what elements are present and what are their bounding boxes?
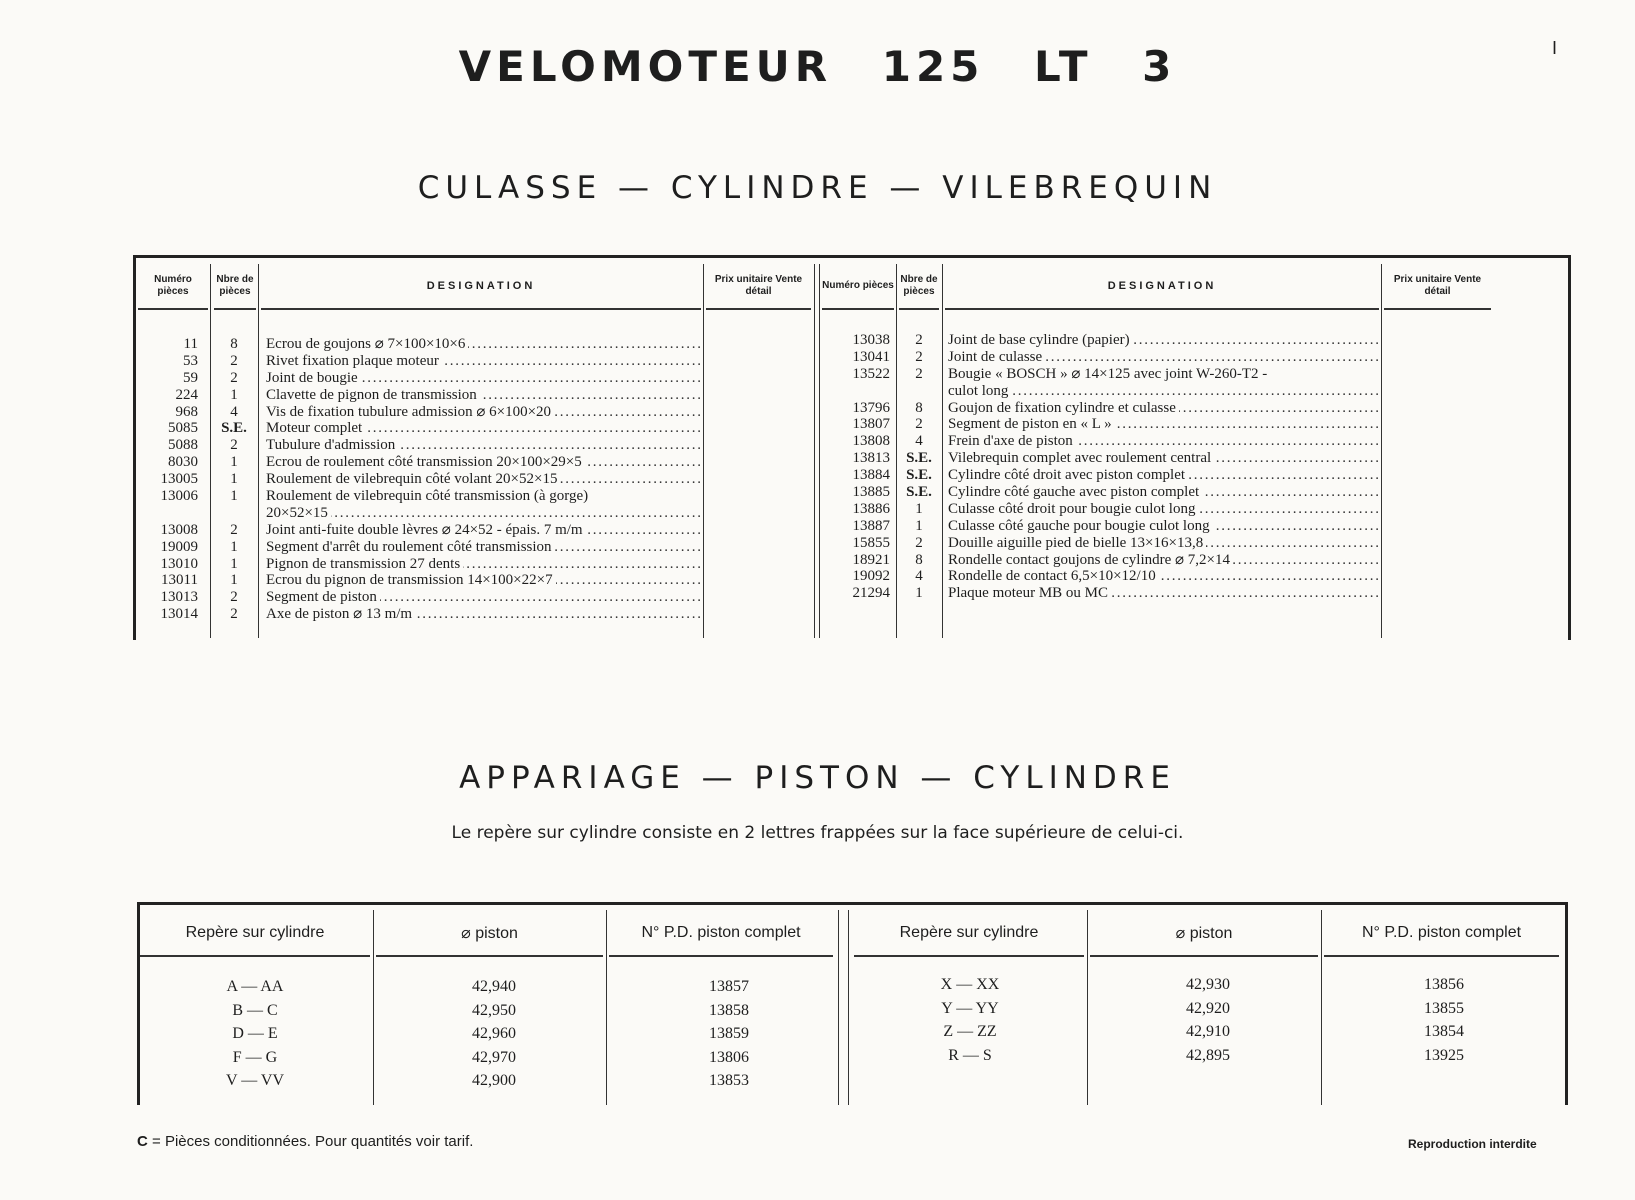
part-designation [266,336,700,353]
parts-table [133,255,1571,640]
piston-diameter: 42,960 [472,1025,516,1042]
header-piston-left: ⌀ piston [376,910,603,957]
part-designation [266,454,700,471]
part-number: 19009 [160,538,198,555]
part-designation [266,471,700,488]
part-designation [948,501,1378,518]
part-quantity: 1 [915,585,923,602]
part-quantity: 1 [230,555,238,572]
part-designation [948,484,1378,501]
part-number: 13808 [852,433,890,450]
piston-diameter: 42,970 [472,1048,516,1066]
part-designation-text: Rondelle de contact 6,5×10×12/10 [948,568,1159,584]
reproduction-notice: Reproduction interdite [1408,1137,1537,1151]
piston-part-number: 13858 [709,1001,749,1019]
part-designation-text: Ecrou du pignon de transmission 14×100×22×7 [266,572,556,588]
piston-part-number: 13859 [709,1025,749,1042]
part-designation-text: Segment de piston [266,589,380,605]
footnote-key: C [137,1133,148,1150]
part-number: 13005 [160,471,198,488]
part-quantity: 2 [230,606,238,623]
page-title: VELOMOTEUR 125 LT 3 [458,42,1177,91]
matching-table [137,902,1568,1105]
piston-diameter: 42,930 [1186,976,1230,993]
piston-part-number: 13806 [709,1048,749,1066]
part-quantity: 1 [230,386,238,403]
part-quantity: S.E. [906,467,932,484]
part-designation [948,552,1378,569]
section-title-culasse: CULASSE — CYLINDRE — VILEBREQUIN [417,170,1218,206]
part-quantity: 2 [915,365,923,382]
piston-part-number: 13925 [1424,1046,1464,1064]
part-designation [266,387,700,404]
header-np-right: N° P.D. piston complet [1324,910,1559,957]
part-designation-text: Tubulure d'admission [266,437,398,453]
part-number: 13522 [852,365,890,382]
piston-diameter: 42,910 [1186,1023,1230,1040]
part-quantity: 8 [230,336,238,352]
page-number: I [1552,38,1558,58]
part-designation [948,535,1378,552]
left-piston-number-column [609,975,749,1093]
header-prix-right: Prix unitaire Vente détail [1384,264,1491,310]
part-designation [266,488,700,505]
part-designation-text: Frein d'axe de piston [948,433,1076,449]
part-quantity [212,505,256,522]
part-designation [266,556,700,573]
part-number: 13038 [852,332,890,348]
cylinder-mark: R — S [948,1046,992,1064]
part-quantity: S.E. [906,450,932,467]
note-text: Le repère sur cylindre consiste en 2 lettres frappées sur la face supérieure de celui-ci. [451,823,1184,843]
left-diameter-column [376,975,516,1093]
header-nbre-left: Nbre de pièces [214,264,256,310]
part-designation-text: Roulement de vilebrequin côté transmission (à gorge) [266,488,591,504]
right-designation-column [948,332,1378,602]
part-designation [948,400,1378,417]
part-designation [948,349,1378,366]
part-designation [266,353,700,370]
part-number: 13886 [852,500,890,517]
part-number: 224 [175,386,198,403]
left-designation-column [266,336,700,623]
part-number: 18921 [852,551,890,568]
piston-part-number: 13854 [1424,1023,1464,1040]
part-number: 13011 [161,572,198,589]
part-designation-text: Douille aiguille pied de bielle 13×16×13,8 [948,535,1206,551]
part-number: 13008 [160,521,198,538]
part-designation-text: Pignon de transmission 27 dents [266,556,463,572]
part-designation-text: Plaque moteur MB ou MC [948,585,1111,601]
part-quantity: 4 [230,403,238,420]
header-piston-right: ⌀ piston [1090,910,1318,957]
part-quantity: 1 [230,454,238,471]
piston-part-number: 13853 [709,1072,749,1089]
part-designation-text: 20×52×15 [266,505,331,521]
part-designation [948,467,1378,484]
part-designation-text: Clavette de pignon de transmission [266,387,480,403]
part-quantity: 2 [230,589,238,606]
cylinder-mark: D — E [232,1025,278,1042]
part-quantity: 4 [915,433,923,450]
part-number: 13010 [160,555,198,572]
part-quantity: 1 [230,572,238,589]
part-number: 13885 [852,484,890,501]
part-number: 15855 [852,534,890,551]
piston-part-number: 13855 [1424,999,1464,1017]
part-quantity: S.E. [906,484,932,501]
piston-diameter: 42,940 [472,978,516,995]
part-designation-text: Ecrou de goujons ⌀ 7×100×10×6 [266,336,468,352]
part-designation-text: Rivet fixation plaque moteur [266,353,442,369]
cylinder-mark: Z — ZZ [943,1023,997,1040]
part-designation [948,518,1378,535]
part-number: 13887 [852,517,890,534]
part-designation-text: Joint de culasse [948,349,1045,365]
part-designation [948,332,1378,349]
part-designation [266,505,700,522]
cylinder-mark: X — XX [940,976,1000,993]
part-designation [266,589,700,606]
part-number: 11 [183,336,198,352]
left-quantity-column [212,336,256,623]
part-quantity [898,383,940,400]
right-diameter-column [1090,973,1230,1067]
part-quantity: 1 [230,538,238,555]
part-quantity: 2 [915,332,923,348]
cylinder-mark: F — G [232,1048,278,1066]
part-number: 13796 [852,399,890,416]
part-designation-text: Segment de piston en « L » [948,416,1115,432]
part-number: 19092 [852,568,890,585]
part-number: 59 [183,369,198,386]
part-designation-text: Cylindre côté gauche avec piston complet [948,484,1202,500]
part-quantity: 2 [230,437,238,454]
part-designation-text: Joint de base cylindre (papier) [948,332,1133,348]
part-designation [948,585,1378,602]
part-designation [266,572,700,589]
piston-diameter: 42,895 [1186,1046,1230,1064]
part-quantity: 1 [915,500,923,517]
part-designation-text: Rondelle contact goujons de cylindre ⌀ 7,2×14 [948,552,1233,568]
part-designation [266,370,700,387]
part-quantity: S.E. [221,420,247,437]
header-numero-right: Numéro pièces [822,264,894,310]
part-designation-text: Cylindre côté droit avec piston complet [948,467,1188,483]
part-quantity: 1 [230,488,238,505]
part-designation-text: Roulement de vilebrequin côté volant 20×52×15 [266,471,560,487]
part-designation-text: Culasse côté droit pour bougie culot long [948,501,1198,517]
part-number: 13006 [160,488,198,505]
part-designation-text: Axe de piston ⌀ 13 m/m [266,606,415,622]
part-number [820,383,894,400]
header-repere-left: Repère sur cylindre [140,910,370,957]
piston-part-number: 13856 [1424,976,1464,993]
part-quantity: 2 [915,348,923,365]
part-designation [266,404,700,421]
header-nbre-right: Nbre de pièces [899,264,939,310]
part-designation [948,416,1378,433]
part-designation [948,366,1378,383]
part-quantity: 2 [915,534,923,551]
part-designation [948,450,1378,467]
part-number: 13014 [160,606,198,623]
part-designation [266,539,700,556]
right-number-column [820,332,894,602]
part-designation [948,433,1378,450]
header-designation-left: DESIGNATION [261,264,701,310]
part-designation [266,420,700,437]
right-piston-number-column [1324,973,1464,1067]
part-designation-text: Culasse côté gauche pour bougie culot long [948,518,1213,534]
left-repere-column [160,975,350,1093]
part-designation-text: Bougie « BOSCH » ⌀ 14×125 avec joint W-260-T2 - [948,366,1270,382]
part-designation-text: Segment d'arrêt du roulement côté transmission [266,539,555,555]
header-prix-left: Prix unitaire Vente détail [706,264,811,310]
footnote-text: = Pièces conditionnées. Pour quantités voir tarif. [147,1133,474,1150]
piston-diameter: 42,920 [1186,999,1230,1017]
left-number-column [136,336,202,623]
piston-part-number: 13857 [709,978,749,995]
part-quantity: 8 [915,551,923,568]
part-quantity: 4 [915,568,923,585]
part-quantity: 8 [915,399,923,416]
part-designation-text: Joint anti-fuite double lèvres ⌀ 24×52 - épais. 7 m/m [266,522,586,538]
part-designation-text: Vilebrequin complet avec roulement central [948,450,1214,466]
right-repere-column [875,973,1065,1067]
header-designation-right: DESIGNATION [945,264,1379,310]
section-title-appariage: APPARIAGE — PISTON — CYLINDRE [459,760,1176,796]
part-number: 13013 [160,589,198,606]
part-quantity: 1 [230,471,238,488]
part-number: 13884 [852,467,890,484]
part-number: 8030 [168,454,198,471]
cylinder-mark: A — AA [226,978,284,995]
part-designation [948,383,1378,400]
part-number [136,505,202,522]
part-quantity: 2 [230,521,238,538]
piston-diameter: 42,900 [472,1072,516,1089]
part-designation [266,522,700,539]
part-designation-text: culot long [948,383,1011,399]
part-number: 5088 [168,437,198,454]
header-numero-left: Numéro pièces [138,264,208,310]
part-designation-text: Moteur complet [266,420,365,436]
part-number: 5085 [168,420,198,437]
cylinder-mark: Y — YY [941,999,999,1017]
part-designation-text: Ecrou de roulement côté transmission 20×100×29×5 [266,454,585,470]
footnote [137,1133,473,1150]
part-number: 13807 [852,416,890,433]
part-quantity: 2 [230,352,238,369]
cylinder-mark: B — C [232,1001,278,1019]
header-repere-right: Repère sur cylindre [854,910,1084,957]
part-designation-text: Joint de bougie [266,370,361,386]
part-designation-text: Goujon de fixation cylindre et culasse [948,400,1179,416]
part-quantity: 1 [915,517,923,534]
part-designation [266,437,700,454]
cylinder-mark: V — VV [225,1072,285,1089]
piston-diameter: 42,950 [472,1001,516,1019]
part-designation [266,606,700,623]
part-number: 968 [175,403,198,420]
right-quantity-column [898,332,940,602]
part-number: 53 [183,352,198,369]
part-number: 13041 [852,348,890,365]
part-designation-text: Vis de fixation tubulure admission ⌀ 6×100×20 [266,404,554,420]
part-quantity: 2 [915,416,923,433]
part-designation [948,568,1378,585]
part-number: 21294 [852,585,890,602]
part-quantity: 2 [230,369,238,386]
part-number: 13813 [852,450,890,467]
header-np-left: N° P.D. piston complet [609,910,833,957]
